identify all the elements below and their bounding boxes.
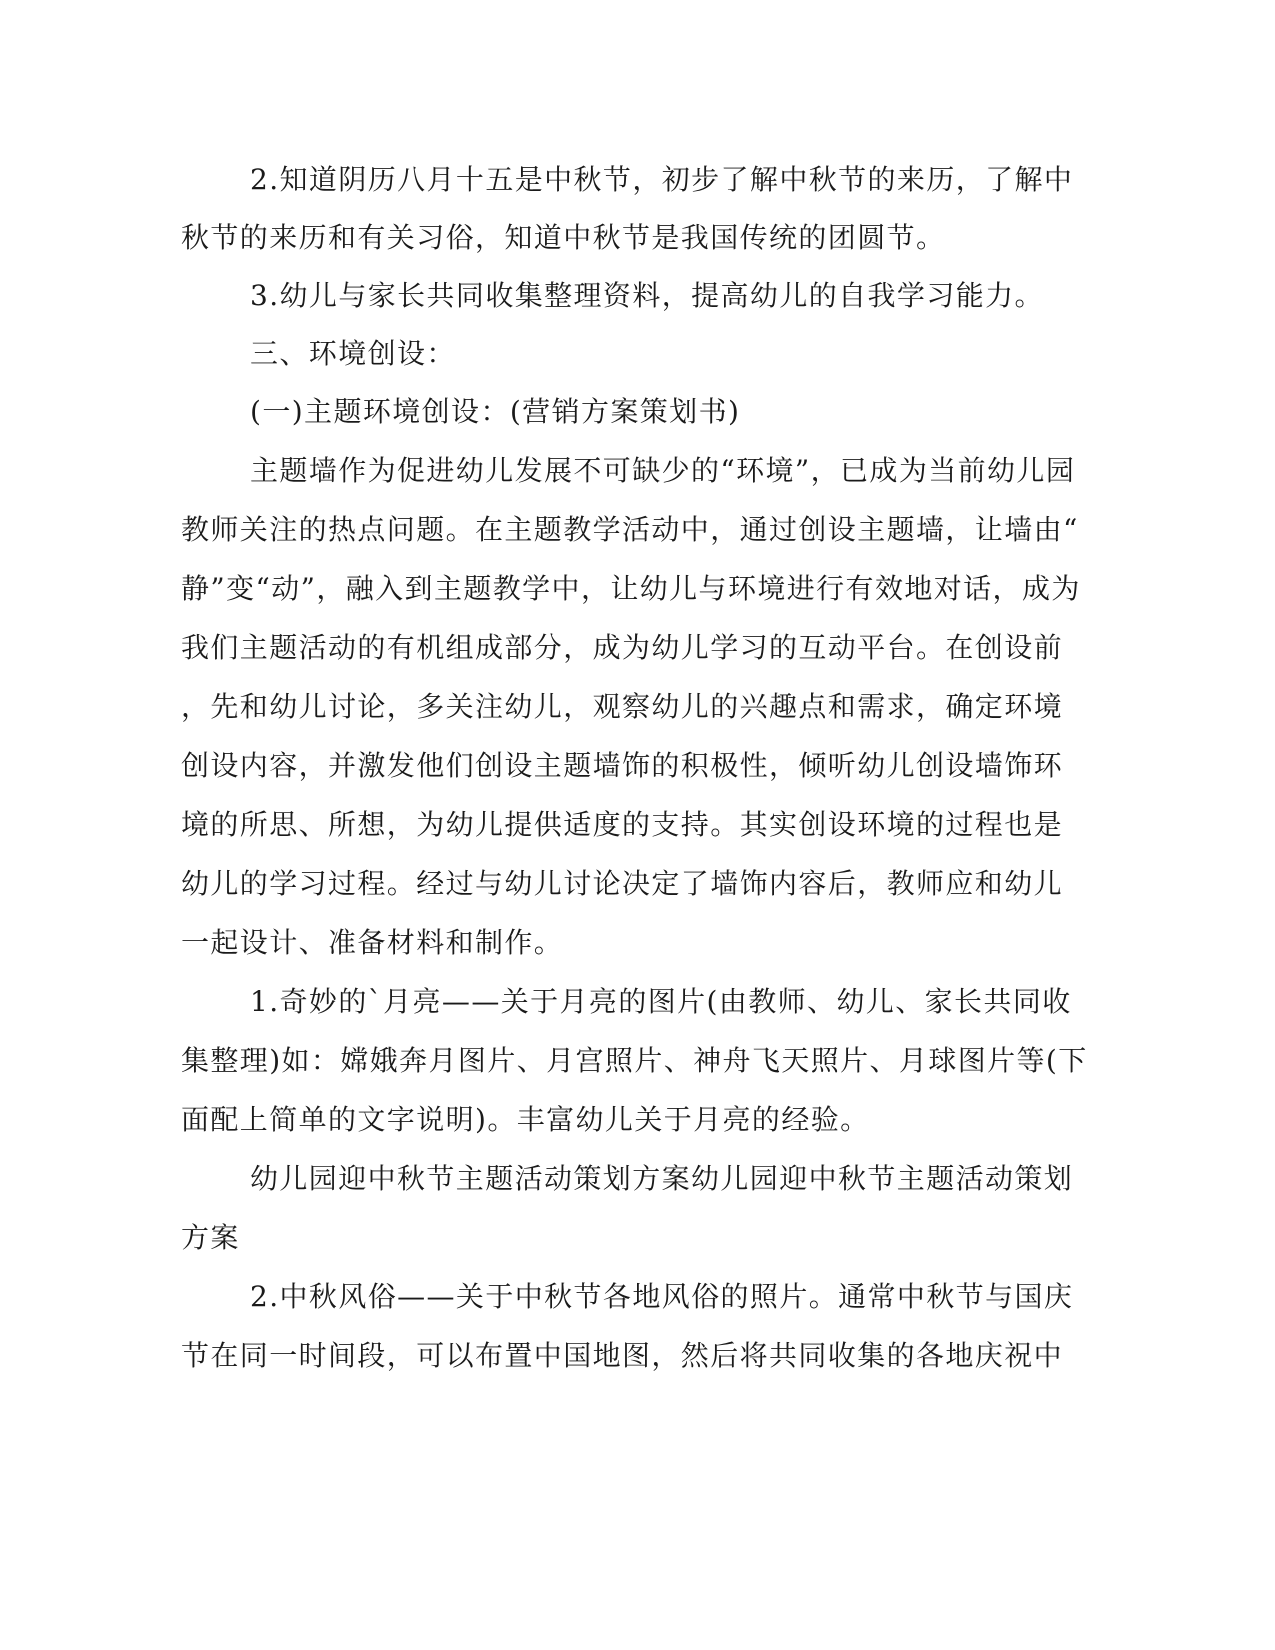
text-line: 主题墙作为促进幼儿发展不可缺少的“环境”，已成为当前幼儿园 [250,454,1076,487]
text-line: 集整理)如：嫦娥奔月图片、月宫照片、神舟飞天照片、月球图片等(下 [181,1044,1088,1077]
text-line: 我们主题活动的有机组成部分，成为幼儿学习的互动平台。在创设前 [181,631,1064,664]
text-line: 方案 [181,1221,240,1254]
text-line: 静”变“动”，融入到主题教学中，让幼儿与环境进行有效地对话，成为 [181,572,1081,605]
text-line: 幼儿园迎中秋节主题活动策划方案幼儿园迎中秋节主题活动策划 [250,1162,1074,1195]
text-line: 创设内容，并激发他们创设主题墙饰的积极性，倾听幼儿创设墙饰环 [181,749,1064,782]
text-line: 1.奇妙的`月亮——关于月亮的图片(由教师、幼儿、家长共同收 [250,985,1072,1018]
text-line: 2.知道阴历八月十五是中秋节，初步了解中秋节的来历，了解中 [250,163,1074,196]
text-line: 节在同一时间段，可以布置中国地图，然后将共同收集的各地庆祝中 [181,1339,1064,1372]
text-line: 境的所思、所想，为幼儿提供适度的支持。其实创设环境的过程也是 [181,808,1064,841]
text-line: 2.中秋风俗——关于中秋节各地风俗的照片。通常中秋节与国庆 [250,1280,1074,1313]
text-line: 面配上简单的文字说明)。丰富幼儿关于月亮的经验。 [181,1103,870,1136]
section-heading: 三、环境创设： [250,337,456,370]
text-line: 幼儿的学习过程。经过与幼儿讨论决定了墙饰内容后，教师应和幼儿 [181,867,1064,900]
text-line: 教师关注的热点问题。在主题教学活动中，通过创设主题墙，让墙由“ [181,513,1079,546]
text-line: ，先和幼儿讨论，多关注幼儿，观察幼儿的兴趣点和需求，确定环境 [181,690,1064,723]
text-line: 一起设计、准备材料和制作。 [181,926,564,959]
text-line: 3.幼儿与家长共同收集整理资料，提高幼儿的自我学习能力。 [250,279,1044,312]
subsection-heading: (一)主题环境创设：(营销方案策划书) [250,395,741,428]
text-line: 秋节的来历和有关习俗，知道中秋节是我国传统的团圆节。 [181,221,946,254]
